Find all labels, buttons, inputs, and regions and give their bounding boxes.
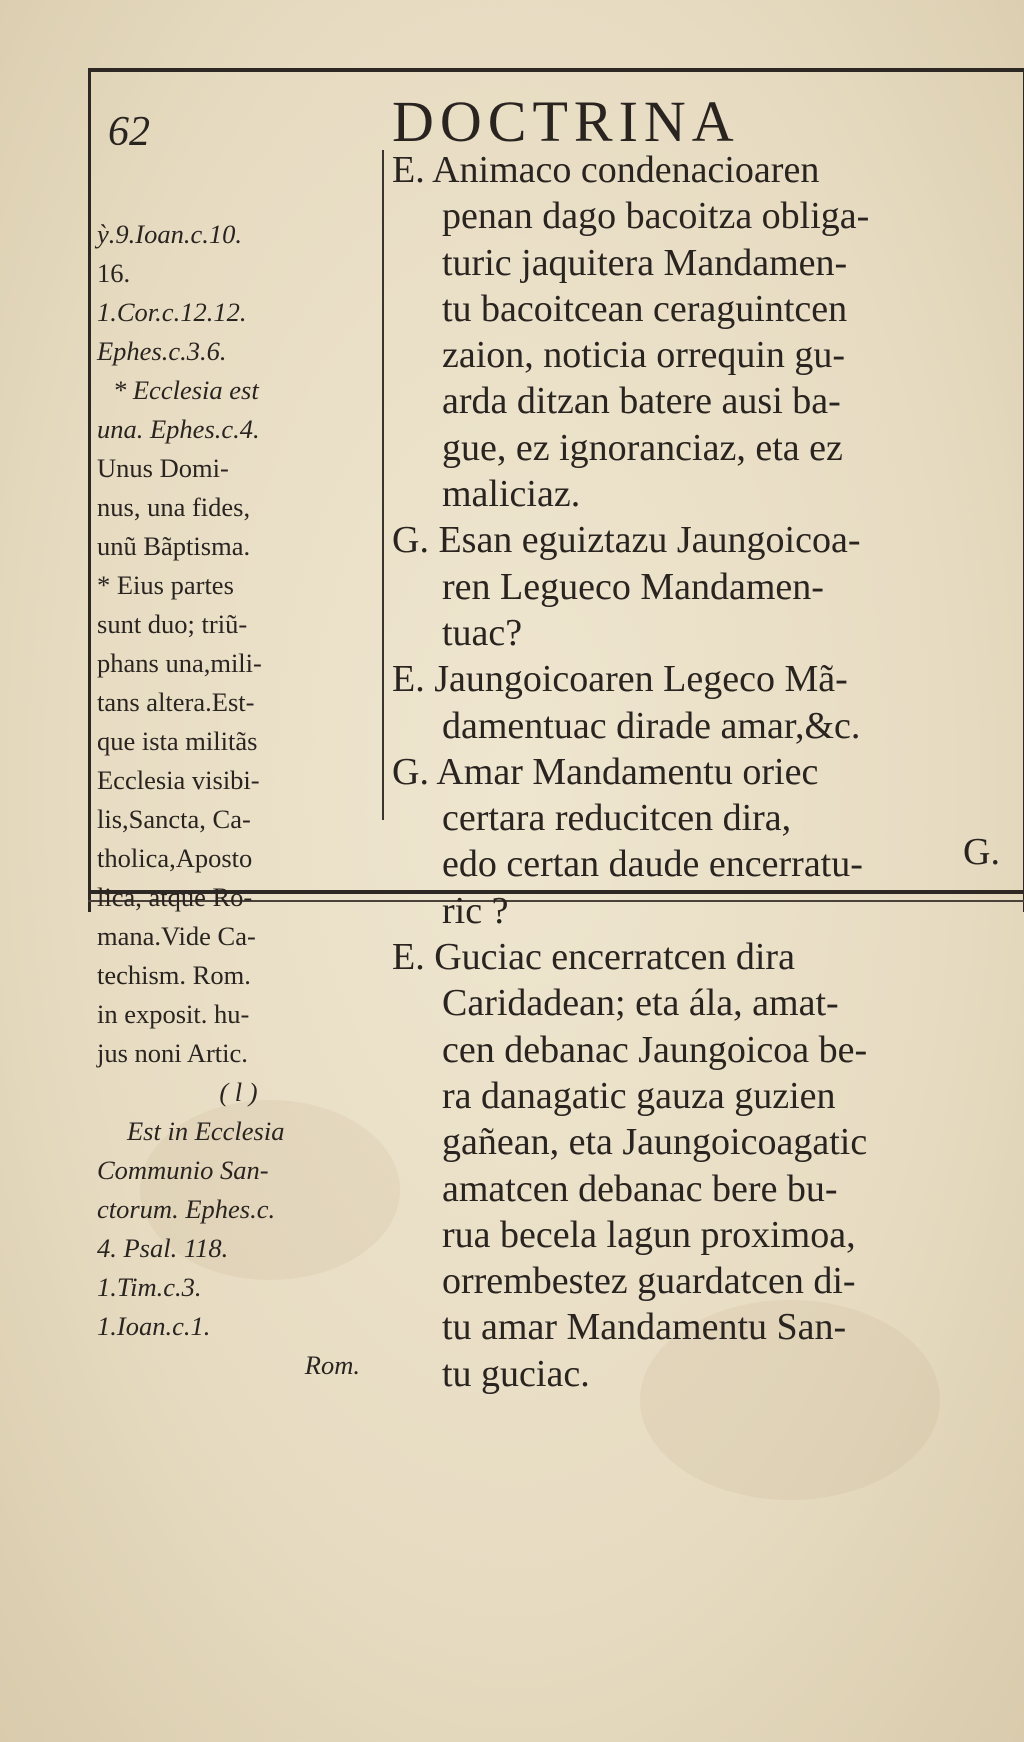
text-line: G. Esan eguiztazu Jaungoicoa-	[392, 519, 861, 562]
margin-note-line: Ecclesia visibi-	[97, 765, 260, 795]
main-text-column	[392, 147, 1012, 1397]
text-line: tuac?	[442, 611, 523, 654]
margin-note-line: jus noni Artic.	[97, 1038, 248, 1068]
text-line: ra danagatic gauza guzien	[442, 1074, 836, 1117]
margin-note-line: mana.Vide Ca-	[97, 921, 256, 951]
text-line: cen debanac Jaungoicoa be-	[442, 1028, 868, 1071]
margin-note-line: in exposit. hu-	[97, 999, 250, 1029]
text-line: E. Jaungoicoaren Legeco Mã-	[392, 658, 848, 701]
margin-note-line: 1.Ioan.c.1.	[97, 1311, 211, 1341]
margin-note-line: 16.	[97, 258, 131, 288]
text-line: zaion, noticia orrequin gu-	[442, 334, 846, 377]
margin-note-line: que ista militãs	[97, 726, 258, 756]
margin-note-line: Rom.	[304, 1350, 360, 1380]
column-divider	[382, 150, 384, 820]
margin-note-line: Communio San-	[97, 1155, 269, 1185]
margin-note-line: tans altera.Est-	[97, 687, 255, 717]
text-line: orrembestez guardatcen di-	[442, 1260, 856, 1303]
text-line: gue, ez ignoranciaz, eta ez	[442, 426, 843, 469]
text-line: tu amar Mandamentu San-	[442, 1306, 847, 1349]
margin-note-line: una. Ephes.c.4.	[97, 414, 260, 444]
page-number: 62	[108, 109, 150, 155]
margin-note-line: 1.Cor.c.12.12.	[97, 297, 247, 327]
margin-notes	[97, 215, 380, 1385]
margin-note-line: unũ Bãptisma.	[97, 531, 251, 561]
text-line: ren Legueco Mandamen-	[442, 565, 824, 608]
text-line: edo certan daude encerratu-	[442, 843, 863, 886]
text-line: damentuac dirade amar,&c.	[442, 704, 861, 747]
margin-note-line: * Eius partes	[97, 570, 234, 600]
margin-note-line: sunt duo; triũ-	[97, 609, 248, 639]
margin-note-line: lis,Sancta, Ca-	[97, 804, 251, 834]
text-line: maliciaz.	[442, 473, 581, 516]
margin-note-line: * Ecclesia est	[113, 375, 259, 405]
text-line: penan dago bacoitza obliga-	[442, 195, 870, 238]
text-line: E. Guciac encerratcen dira	[392, 936, 795, 979]
margin-note-line: Unus Domi-	[97, 453, 229, 483]
margin-note-line: 1.Tim.c.3.	[97, 1272, 202, 1302]
running-head: DOCTRINA	[392, 89, 740, 154]
margin-note-line: ctorum. Ephes.c.	[97, 1194, 276, 1224]
margin-note-line: tholica,Aposto	[97, 843, 253, 873]
text-line: amatcen debanac bere bu-	[442, 1167, 838, 1210]
margin-note-line: lica, atque Ro-	[97, 882, 253, 912]
text-line: certara reducitcen dira,	[442, 797, 792, 840]
text-line: ric ?	[442, 889, 509, 932]
margin-note-line: Est in Ecclesia	[127, 1116, 285, 1146]
catchword: G.	[963, 831, 1000, 873]
text-line: tu guciac.	[442, 1352, 590, 1395]
text-line: arda ditzan batere ausi ba-	[442, 380, 841, 423]
margin-note-line: ỳ.9.Ioan.c.10.	[97, 219, 242, 249]
margin-note-line: nus, una fides,	[97, 492, 251, 522]
text-line: Caridadean; eta ála, amat-	[442, 982, 839, 1025]
text-line: rua becela lagun proximoa,	[442, 1213, 856, 1256]
text-line: turic jaquitera Mandamen-	[442, 241, 848, 284]
text-line: gañean, eta Jaungoicoagatic	[442, 1121, 868, 1164]
margin-note-line: ( l )	[219, 1077, 258, 1107]
margin-note-line: techism. Rom.	[97, 960, 251, 990]
margin-note-line: phans una,mili-	[97, 648, 262, 678]
margin-note-line: Ephes.c.3.6.	[97, 336, 227, 366]
text-line: E. Animaco condenacioaren	[392, 149, 820, 191]
text-line: G. Amar Mandamentu oriec	[392, 750, 819, 793]
margin-note-line: 4. Psal. 118.	[97, 1233, 229, 1263]
text-line: tu bacoitcean ceraguintcen	[442, 287, 848, 330]
